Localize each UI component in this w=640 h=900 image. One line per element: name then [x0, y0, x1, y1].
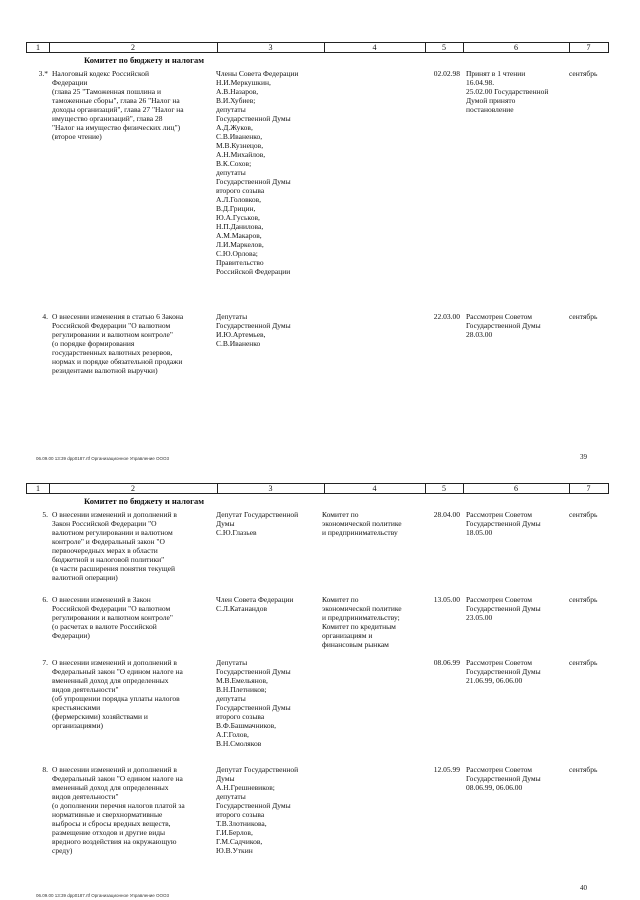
committee-heading: Комитет по бюджету и налогам	[84, 496, 205, 506]
planned-month: сентябрь	[569, 69, 598, 78]
bill-authors: Депутат Государственной Думы А.Н.Грешневиков; депутаты Государственной Думы второго созыва Т.В.Злотникова, Г.И.Берлов, Г.М.Садчиков, Ю.В.Уткин	[216, 765, 299, 855]
row-number: 8.	[42, 765, 48, 774]
responsible-committee: Комитет по экономической политике и предпринимательству; Комитет по кредитным организациям и финансовым рынкам	[322, 595, 402, 649]
bill-status: Рассмотрен Советом Государственной Думы 28.03.00	[466, 312, 541, 339]
column-number: 2	[131, 43, 135, 52]
planned-month: сентябрь	[569, 765, 598, 774]
column-number: 6	[514, 484, 518, 493]
column-number: 1	[36, 43, 40, 52]
row-number: 5.	[42, 510, 48, 519]
page-number: 39	[580, 453, 587, 461]
submission-date: 12.05.99	[433, 765, 460, 774]
bill-authors: Член Совета Федерации С.Л.Катанандов	[216, 595, 294, 613]
column-number: 3	[268, 484, 273, 493]
row-number: 3.*	[38, 69, 48, 78]
row-number: 7.	[42, 658, 48, 667]
bill-status: Рассмотрен Советом Государственной Думы 23.05.00	[466, 595, 541, 622]
submission-date: 28.04.00	[433, 510, 460, 519]
column-number: 7	[586, 43, 591, 52]
planned-month: сентябрь	[569, 658, 598, 667]
column-number: 4	[372, 484, 377, 493]
bill-title: Налоговый кодекс Российской Федерации (глава 25 "Таможенная пошлина и таможенные сборы", глава 26 "Налог на доходы организаций", глава 27 "Налог на имущество организаций", глава 28 "Налог на имущество физических лиц") (второе чтение)	[52, 69, 184, 141]
planned-month: сентябрь	[569, 312, 598, 321]
column-number: 5	[442, 43, 446, 52]
bill-authors: Депутаты Государственной Думы И.Ю.Артемьев, С.В.Иваненко	[216, 312, 291, 348]
document-page-2	[26, 483, 609, 883]
bill-title: О внесении изменений в Закон Российской Федерации "О валютном регулировании и валютном контроле" (о расчетах в валюте Российской Федерации)	[52, 595, 173, 640]
column-number: 2	[131, 484, 135, 493]
column-number: 6	[514, 43, 518, 52]
page-number: 40	[580, 884, 587, 892]
bill-authors: Депутат Государственной Думы С.Ю.Глазьев	[216, 510, 299, 537]
bill-status: Рассмотрен Советом Государственной Думы 18.05.00	[466, 510, 541, 537]
bill-title: О внесении изменения в статью 6 Закона Российской Федерации "О валютном регулировании и валютном контроле" (о порядке формирования государственных валютных резервов, нормах и порядке обязательной продажи резидентами валютной выручки)	[52, 312, 184, 375]
document-page-1	[26, 42, 609, 442]
bill-title: О внесении изменений и дополнений в Федеральный закон "О едином налоге на вмененный доход для определенных видов деятельности" (об упрощении порядка уплаты налогов крестьянскими (фермерскими) хозяйствами и организациями)	[52, 658, 183, 730]
column-number: 1	[36, 484, 40, 493]
page-footer: 06.09.00 13:39 dpp0187.rtf Организационное Управление ООО3	[36, 893, 169, 898]
row-number: 4.	[42, 312, 48, 321]
bill-status: Рассмотрен Советом Государственной Думы 21.06.99, 06.06.00	[466, 658, 541, 685]
bill-status: Рассмотрен Советом Государственной Думы 08.06.99, 06.06.00	[466, 765, 541, 792]
submission-date: 08.06.99	[433, 658, 460, 667]
planned-month: сентябрь	[569, 510, 598, 519]
committee-heading: Комитет по бюджету и налогам	[84, 55, 205, 65]
planned-month: сентябрь	[569, 595, 598, 604]
column-header-row	[26, 42, 609, 53]
bill-status: Принят в 1 чтении 16.04.98. 25.02.00 Государственной Думой принято постановление	[466, 69, 549, 114]
column-number: 4	[372, 43, 377, 52]
bill-authors: Члены Совета Федерации Н.И.Меркушкин, А.В.Назаров, В.И.Хубиев; депутаты Государственной Думы А.Д.Жуков, С.В.Иваненко, М.В.Кузнецов, А.Н.Михайлов, В.К.Сохов; депутаты Государственной Думы второго созыва А.Л.Головков, В.Д.Грицин, Ю.А.Гуськов, Н.П.Данилова, А.М.Макаров, Л.И.Маркелов, С.Ю.Орлова; Правительство Российской Федерации	[216, 69, 299, 276]
submission-date: 13.05.00	[433, 595, 460, 604]
row-number: 6.	[42, 595, 48, 604]
bill-authors: Депутаты Государственной Думы М.В.Емельянов, В.Н.Плетников; депутаты Государственной Думы второго созыва В.Ф.Башмачников, А.Г.Голов, В.Н.Смоляков	[216, 658, 291, 748]
responsible-committee: Комитет по экономической политике и предпринимательству	[322, 510, 402, 537]
column-number: 7	[586, 484, 591, 493]
column-number: 3	[268, 43, 273, 52]
bill-title: О внесении изменений и дополнений в Федеральный закон "О едином налоге на вмененный доход для определенных видов деятельности" (о дополнении перечня налогов платой за нормативные и сверхнормативные выбросы и сбросы вредных веществ, размещение отходов и другие виды вредного воздействия на окружающую среду)	[52, 765, 185, 855]
column-header-row	[26, 483, 609, 494]
bill-title: О внесении изменений и дополнений в Закон Российской Федерации "О валютном регулировании и валютном контроле" и Федеральный закон "О первоочередных мерах в области бюджетной и налоговой политики" (в части расширения понятия текущей валютной операции)	[52, 510, 177, 582]
page-footer: 06.09.00 13:39 dpp0187.rtf Организационное Управление ООО3	[36, 456, 169, 461]
submission-date: 22.03.00	[433, 312, 460, 321]
submission-date: 02.02.98	[433, 69, 460, 78]
column-number: 5	[442, 484, 446, 493]
